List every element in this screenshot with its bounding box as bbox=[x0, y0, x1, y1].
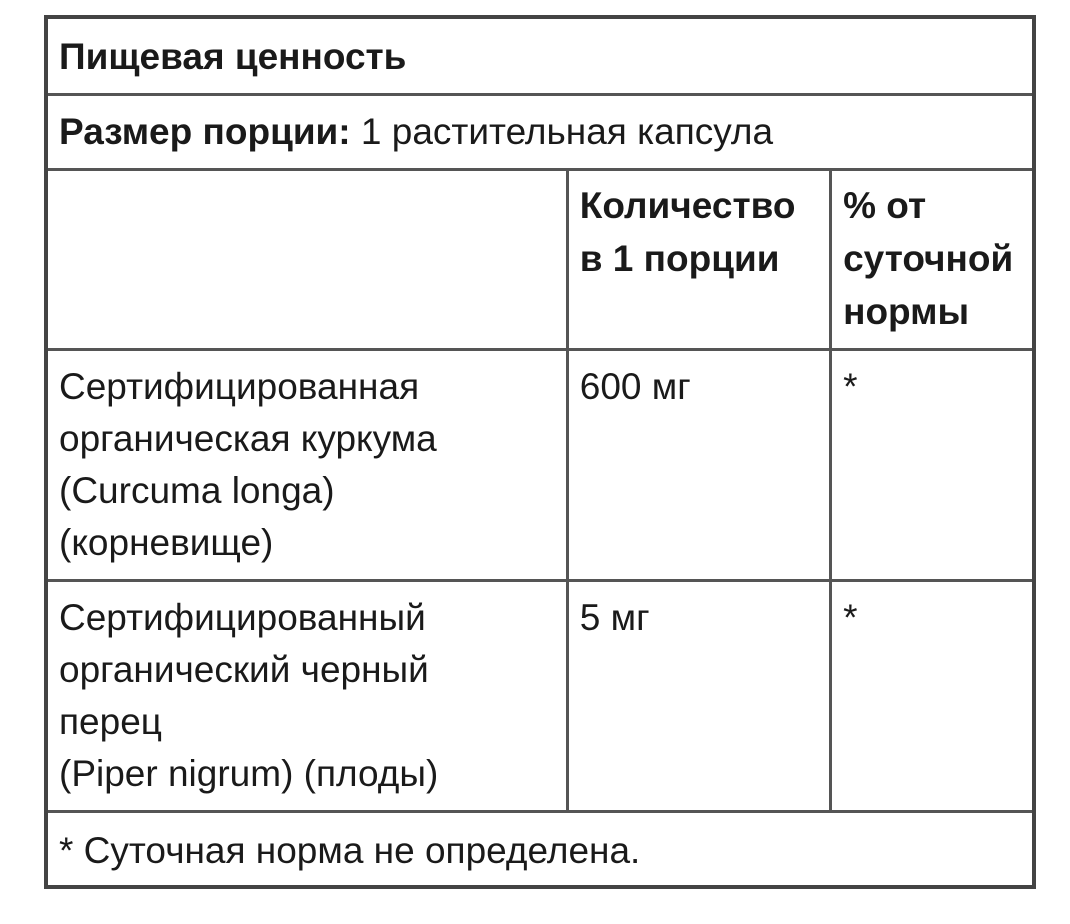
table-row bbox=[46, 581, 1034, 812]
table-title: Пищевая ценность bbox=[46, 17, 1034, 95]
ingredient-name-line: (Curcuma longa) bbox=[59, 470, 335, 511]
header-name-cell bbox=[46, 170, 567, 350]
header-amount-line: в 1 порции bbox=[579, 238, 780, 279]
header-dv-line: % от bbox=[843, 185, 927, 226]
ingredient-name-line: Сертифицированный bbox=[59, 597, 426, 638]
ingredient-name-line: (корневище) bbox=[59, 522, 274, 563]
title-row bbox=[46, 17, 1034, 95]
header-amount-line: Количество bbox=[579, 185, 796, 226]
serving-size-row bbox=[46, 95, 1034, 170]
header-dv-line: нормы bbox=[843, 291, 970, 332]
ingredient-name-line: органическая куркума bbox=[59, 418, 437, 459]
table-row bbox=[46, 350, 1034, 581]
ingredient-name bbox=[46, 581, 567, 812]
column-header-row bbox=[46, 170, 1034, 350]
ingredient-name bbox=[46, 350, 567, 581]
ingredient-amount: 5 мг bbox=[567, 581, 830, 812]
ingredient-name-line: перец bbox=[59, 701, 162, 742]
ingredient-daily-value: * bbox=[831, 581, 1034, 812]
nutrition-facts-table bbox=[44, 15, 1036, 889]
ingredient-amount: 600 мг bbox=[567, 350, 830, 581]
ingredient-name-line: (Piper nigrum) (плоды) bbox=[59, 753, 439, 794]
serving-size-label: Размер порции: bbox=[59, 111, 351, 152]
ingredient-name-line: органический черный bbox=[59, 649, 429, 690]
header-dv-line: суточной bbox=[843, 238, 1014, 279]
ingredient-name-line: Сертифицированная bbox=[59, 366, 420, 407]
footnote-row bbox=[46, 812, 1034, 888]
footnote: * Суточная норма не определена. bbox=[46, 812, 1034, 888]
ingredient-daily-value: * bbox=[831, 350, 1034, 581]
header-amount bbox=[567, 170, 830, 350]
header-daily-value bbox=[831, 170, 1034, 350]
serving-size-cell bbox=[46, 95, 1034, 170]
serving-size-value: 1 растительная капсула bbox=[350, 111, 774, 152]
